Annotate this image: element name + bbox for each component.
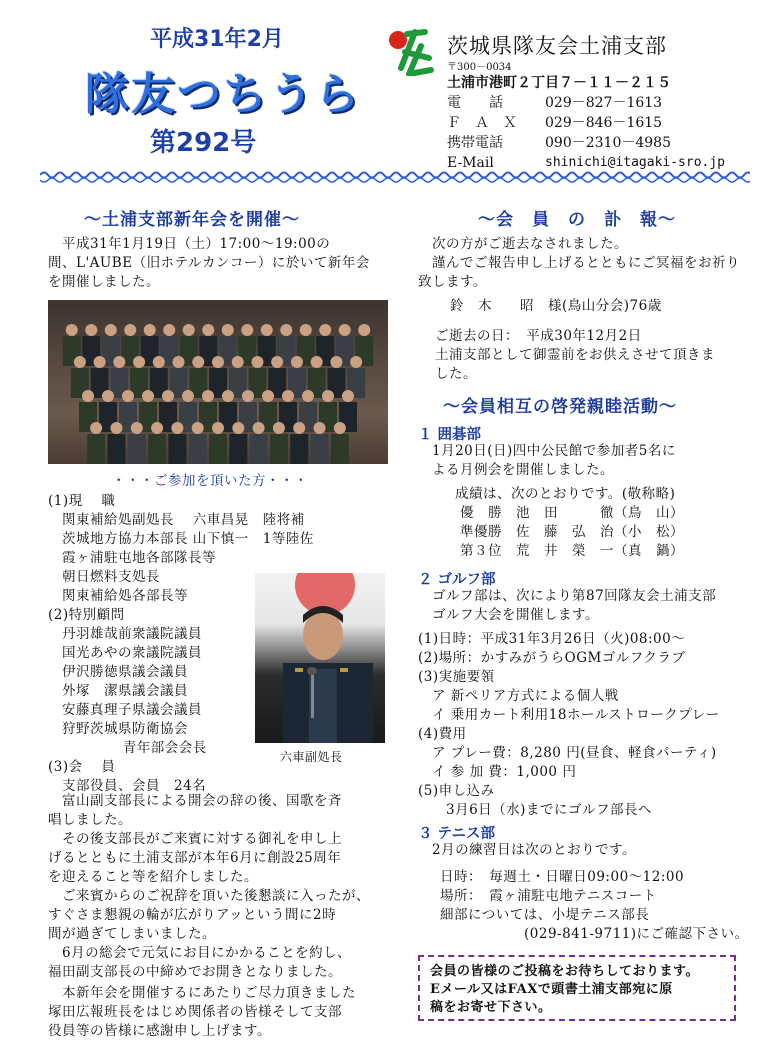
- group-photo-person-head: [162, 390, 174, 402]
- golf-detail: (1)日時：平成31年3月26日（火)08:00～: [418, 631, 686, 647]
- newsletter-title: 隊友つちうら: [85, 69, 361, 120]
- group-photo-person-body: [107, 434, 125, 464]
- golf-detail: ア 新ペリア方式による個人戦: [418, 688, 619, 704]
- notice-line: 稿をお寄せ下さい。: [430, 1000, 552, 1015]
- group-photo-person-body: [148, 434, 166, 464]
- group-photo-person-body: [311, 434, 329, 464]
- new-year-report-body: [48, 792, 370, 982]
- group-photo-person-head: [151, 422, 163, 434]
- group-photo-person-head: [293, 422, 305, 434]
- body-line: 富山副支部長による開会の辞の後、国歌を斉: [48, 793, 342, 809]
- golf-detail: ア プレー費：8,280 円(昼食、軽食パーティ): [418, 745, 717, 761]
- group-photo-person-body: [189, 434, 207, 464]
- body-line: すぐさま懇親の輪が広がりアッという間に2時: [48, 907, 337, 923]
- attendee-line: 伊沢勝徳県議会議員: [48, 664, 188, 680]
- group-photo-person-head: [105, 324, 117, 336]
- group-photo-person-head: [280, 324, 292, 336]
- body-line: 間が過ぎてしまいました。: [48, 926, 216, 942]
- group-photo-person-head: [133, 356, 145, 368]
- postal-code: 〒300－0034: [447, 62, 512, 73]
- group-photo-person-body: [331, 434, 349, 464]
- attendee-line: 関東補給処各部長等: [48, 588, 188, 604]
- group-photo-person-head: [90, 422, 102, 434]
- organization-name: 茨城県隊友会土浦支部: [447, 34, 667, 58]
- portrait-photo: [255, 573, 385, 743]
- body-line: 福田副支部長の中締めでお開きとなりました。: [48, 964, 342, 980]
- group-photo-person-head: [319, 324, 331, 336]
- new-year-intro: [48, 235, 370, 292]
- group-photo-person-head: [153, 356, 165, 368]
- group-photo-person-head: [192, 422, 204, 434]
- attendee-line: (1)現 職: [48, 493, 116, 509]
- group-photo-person-head: [163, 324, 175, 336]
- group-photo-person-head: [183, 324, 195, 336]
- body-line: 本新年会を開催するにあたりご尽力頂きました: [48, 985, 356, 1001]
- obituary-offering: [435, 346, 715, 384]
- group-photo-person-head: [131, 422, 143, 434]
- group-photo-person-head: [350, 356, 362, 368]
- portrait-caption: 六車副処長: [280, 750, 343, 764]
- group-photo-person-head: [232, 422, 244, 434]
- obituary-heading: ～会 員 の 訃 報～: [478, 210, 676, 230]
- address: 土浦市港町２丁目７－１１－２１５: [447, 75, 671, 91]
- phone-label: 電 話: [447, 95, 503, 111]
- golf-line: ゴルフ大会を開催します。: [432, 607, 599, 623]
- tennis-line: 細部については、小堤テニス部長: [440, 907, 650, 923]
- new-year-party-heading: ～土浦支部新年会を開催～: [84, 210, 300, 230]
- issue-number: 第292号: [150, 128, 257, 158]
- group-photo-person-head: [192, 356, 204, 368]
- group-photo-person-head: [302, 390, 314, 402]
- attendee-line: 霞ヶ浦駐屯地各部隊長等: [48, 550, 216, 566]
- tennis-line: (029-841-9711)にご確認下さい。: [440, 926, 749, 942]
- group-photo-person-head: [212, 422, 224, 434]
- attendee-line: 国光あやの衆議院議員: [48, 645, 202, 661]
- group-photo-person-head: [102, 390, 114, 402]
- group-photo-person-head: [85, 324, 97, 336]
- tennis-line: 2月の練習日は次のとおりです。: [432, 842, 637, 858]
- mobile-label: 携帯電話: [447, 135, 503, 151]
- golf-detail: (2)場所：かすみがうらOGMゴルフクラブ: [418, 650, 686, 666]
- attendee-line: 朝日燃料支処長: [48, 569, 160, 585]
- tennis-club-body: [432, 841, 636, 860]
- attendee-line: (2)特別顧問: [48, 607, 125, 623]
- fax-number: 029－846－1615: [545, 115, 663, 131]
- group-photo-person-head: [251, 356, 263, 368]
- body-line: を迎えること等を紹介しました。: [48, 869, 258, 885]
- group-photo-person-head: [342, 390, 354, 402]
- group-photo-person-head: [241, 324, 253, 336]
- group-photo-person-head: [222, 324, 234, 336]
- body-line: ご来賓からのご祝辞を頂いた後懇談に入ったが、: [48, 888, 370, 904]
- tennis-line: 場所： 霞ヶ浦駐屯地テニスコート: [440, 888, 657, 904]
- attendee-line: 安藤真理子県議会議員: [48, 702, 202, 718]
- group-photo-person-head: [66, 324, 78, 336]
- group-photo-person-head: [291, 356, 303, 368]
- golf-details: [418, 630, 720, 820]
- go-club-heading: １ 囲碁部: [418, 427, 482, 443]
- organization-logo-icon: [385, 28, 437, 76]
- date-of-death: ご逝去の日： 平成30年12月2日: [435, 328, 642, 344]
- attendee-line: 狩野茨城県防衛協会: [48, 721, 188, 737]
- obituary-line: 次の方がご逝去なされました。: [418, 236, 628, 252]
- group-photo: [48, 300, 388, 464]
- go-line: 1月20日(日)四中公民館で参加者5名に: [432, 443, 676, 459]
- go-results-list: [460, 504, 684, 561]
- group-photo-person-head: [202, 390, 214, 402]
- phone-number: 029－827－1613: [545, 95, 663, 111]
- tennis-line: 日時： 毎週土・日曜日09:00～12:00: [440, 869, 685, 885]
- issue-date: 平成31年2月: [150, 27, 284, 52]
- tennis-club-heading: ３ テニス部: [418, 826, 495, 842]
- group-photo-person-head: [144, 324, 156, 336]
- attendee-line: 関東補給処副処長 六車昌晃 陸将補: [48, 512, 305, 528]
- golf-detail: イ 参 加 費：1,000 円: [418, 764, 577, 780]
- group-photo-person-head: [300, 324, 312, 336]
- obituary-line: 致します。: [418, 274, 487, 290]
- group-photo-person-head: [113, 356, 125, 368]
- body-line: 塚田広報班長をはじめ関係者の皆様そして支部: [48, 1004, 342, 1020]
- group-photo-person-head: [82, 390, 94, 402]
- golf-detail: (4)費用: [418, 726, 467, 742]
- golf-detail: イ 乗用カート利用18ホールストロークプレー: [418, 707, 720, 723]
- group-photo-person-head: [262, 390, 274, 402]
- golf-detail: (5)申し込み: [418, 783, 495, 799]
- intro-line: 平成31年1月19日（土）17:00～19:00の: [48, 236, 331, 252]
- body-line: 役員等の皆様に感謝申し上げます。: [48, 1023, 271, 1039]
- body-line: 6月の総会で元気にお目にかかることを約し、: [48, 945, 352, 961]
- obituary-body: [418, 235, 740, 292]
- obituary-line: 謹んでご報告申し上げるとともにご冥福をお祈り: [418, 255, 740, 271]
- deceased-name: 鈴 木 昭 様(鳥山分会)76歳: [450, 298, 662, 314]
- group-photo-person-head: [232, 356, 244, 368]
- group-photo-person-head: [94, 356, 106, 368]
- group-photo-figures: [48, 300, 388, 464]
- group-photo-person-head: [142, 390, 154, 402]
- attendee-line: 青年部会会長: [48, 740, 207, 756]
- golf-detail: 3月6日（水)までにゴルフ部長へ: [418, 802, 652, 818]
- tennis-details: [440, 868, 749, 944]
- go-result-row: 優 勝 池 田 徹（鳥 山）: [460, 505, 684, 521]
- group-photo-person-body: [290, 434, 308, 464]
- golf-line: ゴルフ部は、次により第87回隊友会土浦支部: [432, 588, 717, 604]
- golf-detail: (3)実施要領: [418, 669, 495, 685]
- group-photo-person-body: [250, 434, 268, 464]
- obituary-line: した。: [435, 366, 477, 382]
- go-result-row: 準優勝 佐 藤 弘 治（小 松）: [460, 524, 684, 540]
- mobile-number: 090－2310－4985: [545, 135, 671, 151]
- intro-line: 間、L'AUBE（旧ホテルカンコー）に於いて新年会: [48, 255, 370, 271]
- group-photo-person-head: [358, 324, 370, 336]
- group-photo-person-head: [339, 324, 351, 336]
- group-photo-person-head: [242, 390, 254, 402]
- group-photo-person-head: [253, 422, 265, 434]
- activities-heading: ～会員相互の啓発親睦活動～: [443, 397, 677, 417]
- group-photo-person-head: [282, 390, 294, 402]
- group-photo-person-head: [222, 390, 234, 402]
- email-address[interactable]: shinichi@itagaki-sro.jp: [545, 155, 726, 170]
- go-results-intro: 成績は、次のとおりです。(敬称略): [455, 486, 676, 502]
- group-photo-person-body: [209, 434, 227, 464]
- group-photo-person-head: [171, 422, 183, 434]
- group-photo-person-body: [168, 434, 186, 464]
- group-photo-person-head: [182, 390, 194, 402]
- attendee-line: 支部役員、会員 24名: [48, 778, 207, 794]
- group-photo-person-head: [314, 422, 326, 434]
- portrait-figure: [255, 573, 385, 743]
- group-photo-person-head: [330, 356, 342, 368]
- notice-line: Eメール又はFAXで頭書土浦支部宛に原: [430, 982, 673, 997]
- group-photo-person-head: [212, 356, 224, 368]
- fax-label: Ｆ Ａ Ｘ: [447, 115, 517, 131]
- notice-line: 会員の皆様のご投稿をお待ちしております。: [430, 964, 699, 979]
- attendee-line: 外塚 潔県議会議員: [48, 683, 188, 699]
- email-label: E-Mail: [447, 155, 494, 171]
- go-result-row: 第３位 荒 井 榮 一（真 鍋）: [460, 543, 684, 559]
- golf-club-body: [432, 587, 716, 625]
- group-photo-person-head: [202, 324, 214, 336]
- go-club-body: [432, 442, 676, 480]
- group-photo-person-head: [122, 390, 134, 402]
- golf-club-heading: ２ ゴルフ部: [418, 572, 496, 588]
- submission-notice-box: [418, 955, 736, 1021]
- body-line: 唱しました。: [48, 812, 132, 828]
- attendee-line: 丹羽雄哉前衆議院議員: [48, 626, 202, 642]
- group-photo-person-head: [322, 390, 334, 402]
- group-photo-person-head: [271, 356, 283, 368]
- attendee-line: 茨城地方協力本部長 山下慎一 1等陸佐: [48, 531, 314, 547]
- header-divider-wave: [40, 170, 750, 184]
- group-photo-person-body: [128, 434, 146, 464]
- group-photo-person-head: [124, 324, 136, 336]
- group-photo-person-head: [74, 356, 86, 368]
- body-line: その後支部長がご来賓に対する御礼を申し上: [48, 831, 342, 847]
- group-photo-person-head: [273, 422, 285, 434]
- body-line: げるとともに土浦支部が本年6月に創設25周年: [48, 850, 342, 866]
- intro-line: を開催しました。: [48, 274, 160, 290]
- thanks-paragraph: [48, 984, 356, 1041]
- group-photo-person-head: [311, 356, 323, 368]
- obituary-line: 土浦支部として御霊前をお供えさせて頂きま: [435, 347, 715, 363]
- group-photo-person-body: [270, 434, 288, 464]
- group-photo-person-head: [261, 324, 273, 336]
- group-photo-person-head: [173, 356, 185, 368]
- go-line: よる月例会を開催しました。: [432, 462, 614, 478]
- attendee-line: (3)会 員: [48, 759, 116, 775]
- group-photo-person-body: [87, 434, 105, 464]
- group-photo-person-head: [334, 422, 346, 434]
- group-photo-person-body: [229, 434, 247, 464]
- attendees-heading: ・・・ご参加を頂いた方・・・: [112, 473, 308, 489]
- group-photo-person-head: [110, 422, 122, 434]
